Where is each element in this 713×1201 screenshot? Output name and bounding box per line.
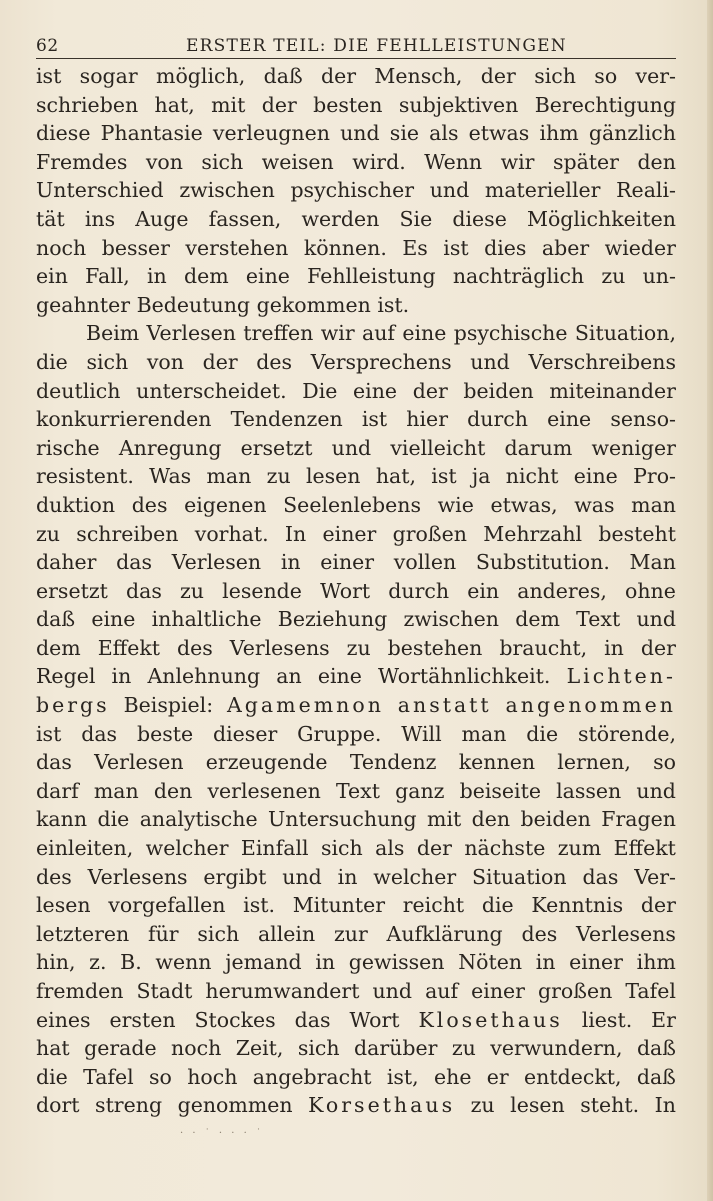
text-line: einleiten, welcher Einfall sich als der nächste zum Effekt: [36, 836, 676, 861]
running-head: ERSTER TEIL: DIE FEHLLEISTUNGEN: [186, 36, 567, 56]
text-line: diese Phantasie verleugnen und sie als etwas ihm gänzlich: [36, 121, 676, 146]
text-line: fremden Stadt herumwandert und auf einer großen Tafel: [36, 979, 676, 1003]
text-line: schrieben hat, mit der besten subjektiven Berechtigung: [36, 92, 676, 117]
text-line: tät ins Auge fassen, werden Sie diese Möglichkeiten: [36, 206, 676, 231]
page-number: 62: [36, 36, 59, 56]
page-header: [36, 32, 676, 59]
text-line: zu schreiben vorhat. In einer großen Mehrzahl besteht: [36, 521, 676, 546]
text-line: des Verlesens ergibt und in welcher Situation das Ver-: [36, 864, 676, 889]
text-line: Regel in Anlehnung an eine Wortähnlichkeit. Lichten-: [36, 664, 676, 689]
text-line: die sich von der des Versprechens und Verschreibens: [36, 349, 676, 374]
text-line: ein Fall, in dem eine Fehlleistung nachträglich zu un-: [36, 264, 676, 289]
text-line: hin, z. B. wenn jemand in gewissen Nöten in einer ihm: [36, 950, 676, 975]
text-line: die Tafel so hoch angebracht ist, ehe er entdeckt, daß: [36, 1064, 676, 1089]
text-line: ersetzt das zu lesende Wort durch ein anderes, ohne: [36, 578, 676, 603]
text-line: das Verlesen erzeugende Tendenz kennen lernen, so: [36, 750, 676, 775]
text-line: noch besser verstehen können. Es ist dies aber wieder: [36, 235, 676, 260]
text-line: lesen vorgefallen ist. Mitunter reicht die Kenntnis der: [36, 893, 676, 918]
text-line: hat gerade noch Zeit, sich darüber zu verwundern, daß: [36, 1036, 676, 1061]
print-specks: · · ˙ · · · ˙: [180, 1128, 264, 1139]
text-line: Beim Verlesen treffen wir auf eine psychische Situation,: [86, 321, 676, 346]
text-line: kann die analytische Untersuchung mit den beiden Fragen: [36, 807, 676, 832]
text-line: dort streng genommen Korsethaus zu lesen steht. In: [36, 1093, 676, 1118]
text-line: eines ersten Stockes das Wort Klosethaus liest. Er: [36, 1007, 676, 1032]
text-line: ist das beste dieser Gruppe. Will man die störende,: [36, 721, 676, 746]
text-line: geahnter Bedeutung gekommen ist.: [36, 292, 410, 317]
text-line: rische Anregung ersetzt und vielleicht darum weniger: [36, 435, 676, 460]
text-line: deutlich unterscheidet. Die eine der beiden miteinander: [36, 378, 676, 403]
text-line: duktion des eigenen Seelenlebens wie etwas, was man: [36, 492, 676, 517]
page-edge: [707, 0, 713, 1201]
text-line: darf man den verlesenen Text ganz beiseite lassen und: [36, 778, 676, 803]
text-line: Unterschied zwischen psychischer und materieller Reali-: [36, 178, 676, 203]
text-line: Fremdes von sich weisen wird. Wenn wir später den: [36, 149, 676, 174]
text-line: dem Effekt des Verlesens zu bestehen braucht, in der: [36, 635, 676, 660]
text-line: resistent. Was man zu lesen hat, ist ja nicht eine Pro-: [36, 464, 676, 489]
body-text: [36, 62, 676, 1120]
text-line: konkurrierenden Tendenzen ist hier durch eine senso-: [36, 407, 676, 432]
text-line: ist sogar möglich, daß der Mensch, der sich so ver-: [36, 64, 676, 88]
text-line: bergs Beispiel: Agamemnon anstatt angenommen: [36, 693, 676, 718]
text-line: daß eine inhaltliche Beziehung zwischen dem Text und: [36, 607, 676, 632]
text-line: letzteren für sich allein zur Aufklärung des Verlesens: [36, 921, 676, 946]
text-line: daher das Verlesen in einer vollen Substitution. Man: [36, 550, 676, 575]
